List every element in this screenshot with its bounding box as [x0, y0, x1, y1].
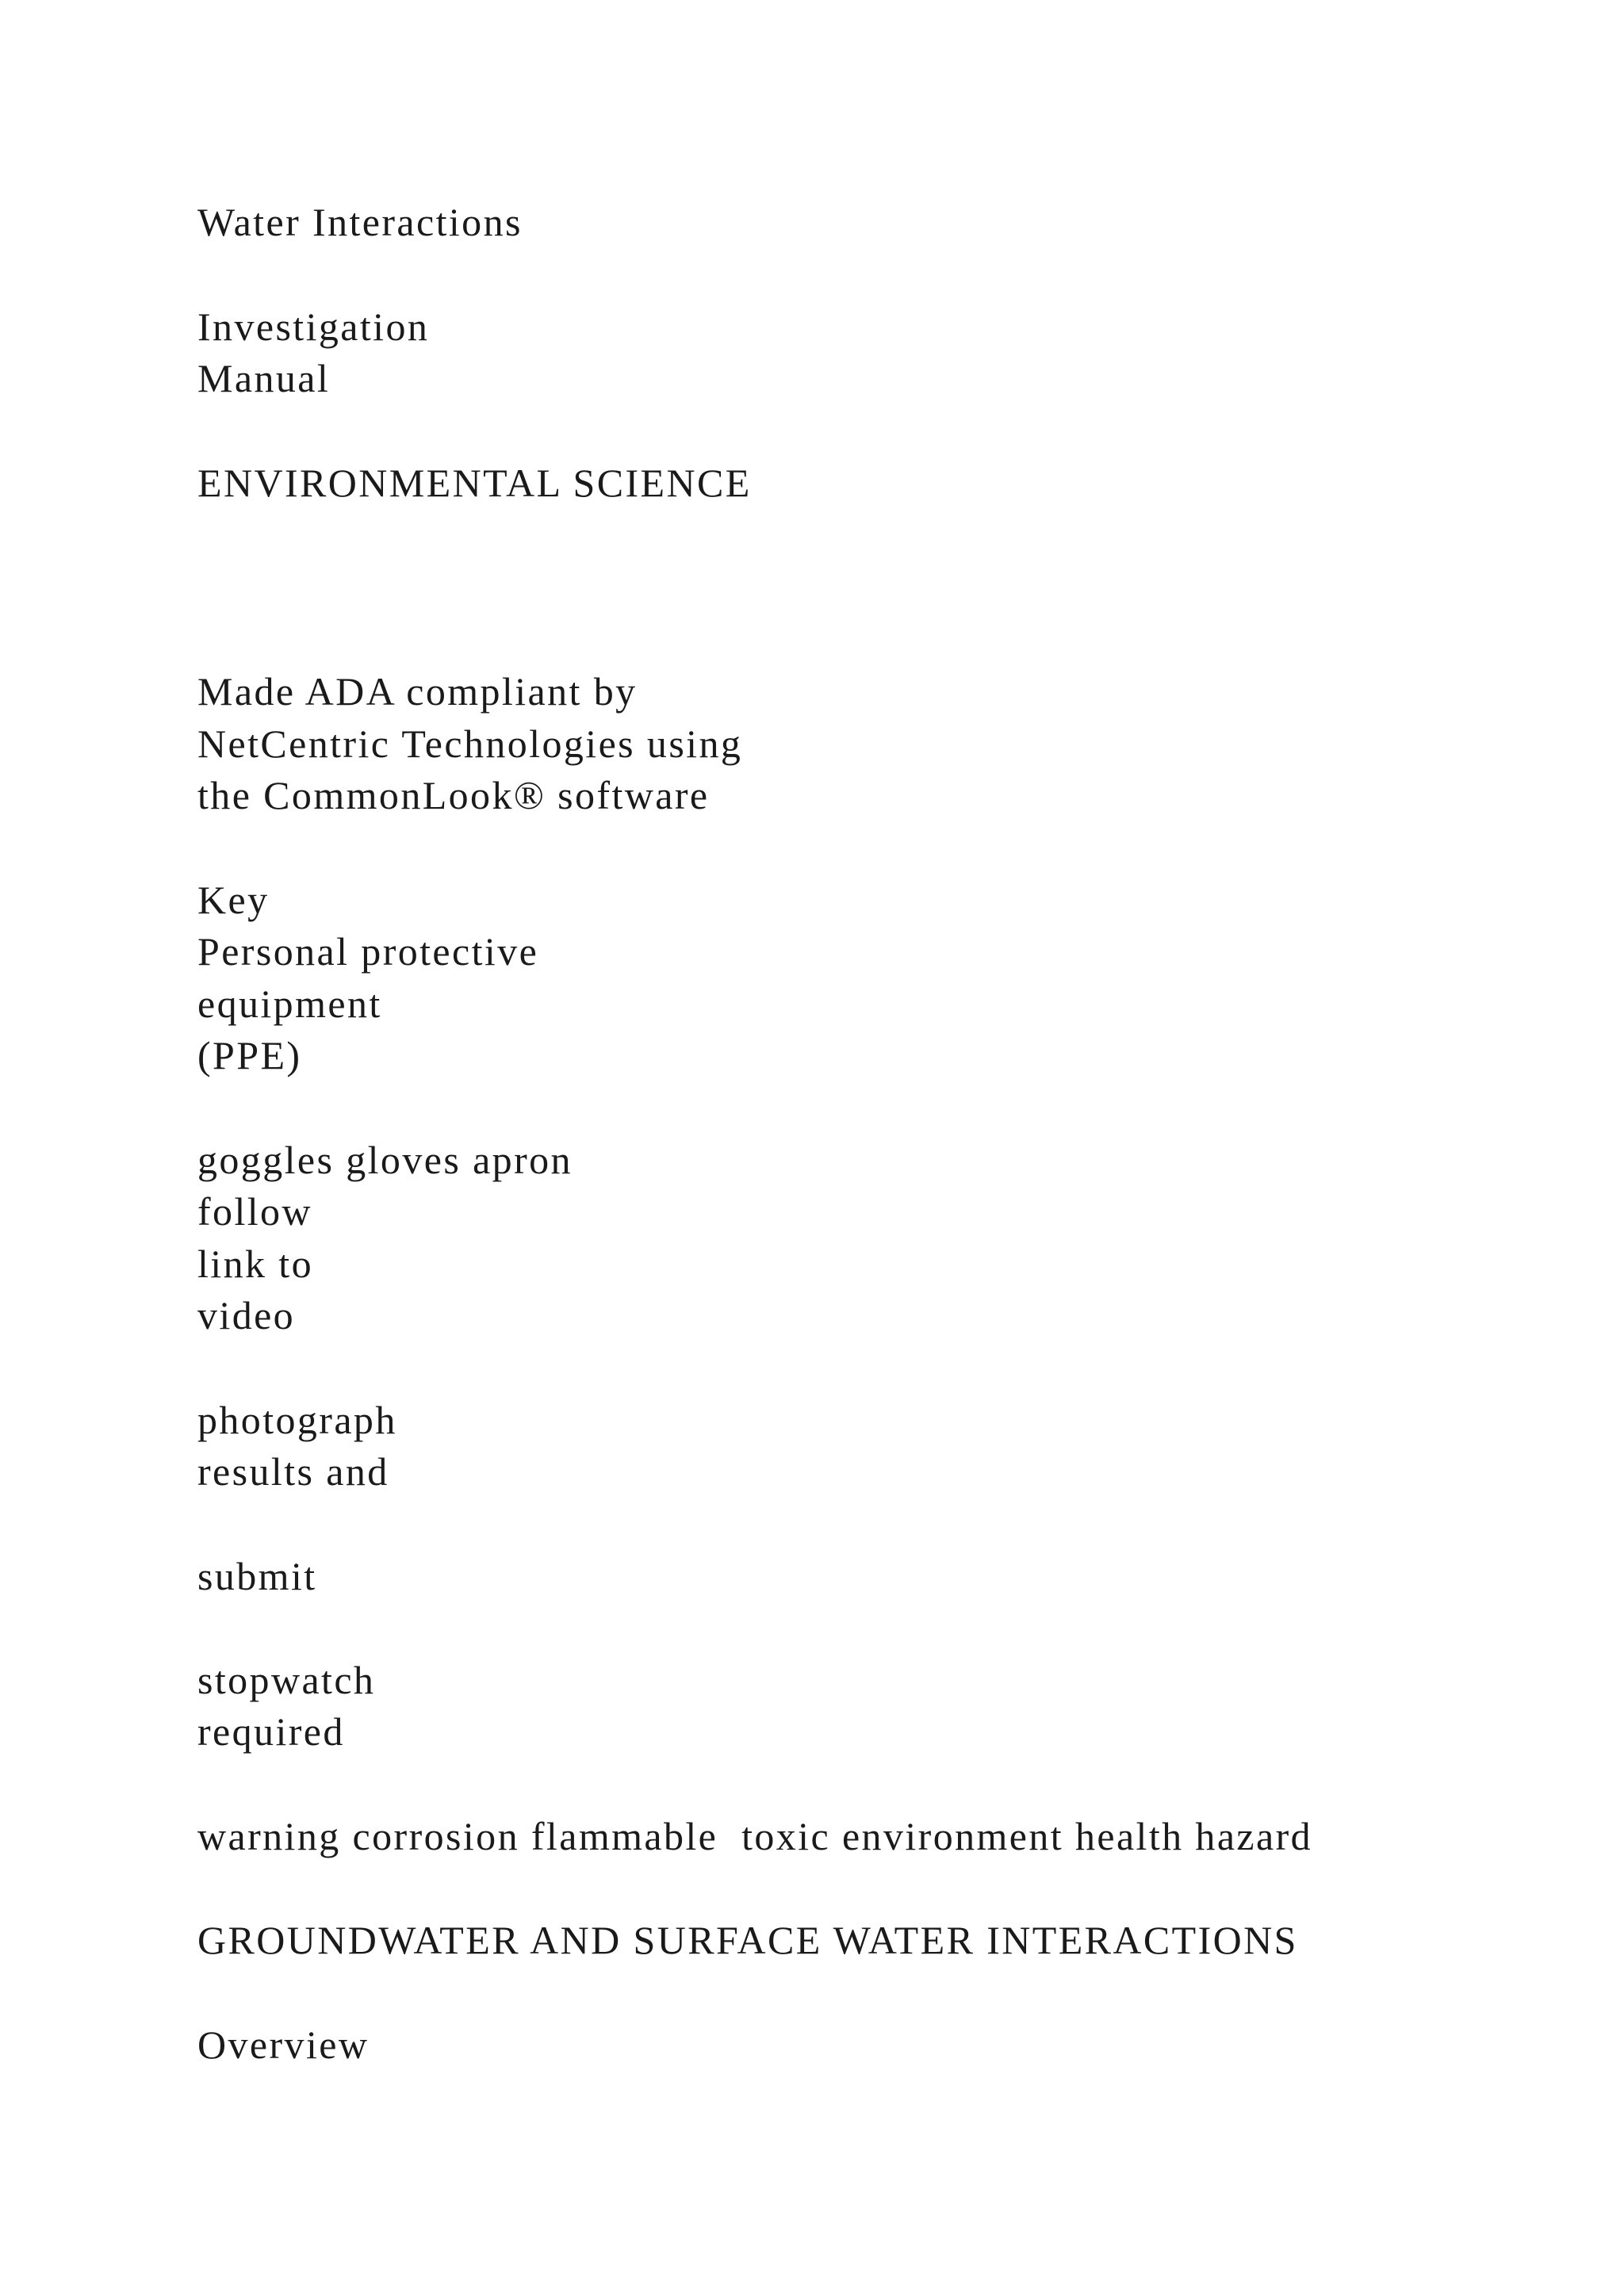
- key-photo-line-1: photograph: [197, 1398, 397, 1442]
- document-title: Water Interactions: [197, 200, 523, 244]
- ada-note-line-3: the CommonLook® software: [197, 773, 710, 817]
- key-ppe-line-2: equipment: [197, 982, 382, 1026]
- key-ppe-line-3: (PPE): [197, 1033, 302, 1077]
- key-video-line-3: video: [197, 1293, 296, 1337]
- key-heading: Key: [197, 878, 270, 922]
- document-subtitle-line-1: Investigation: [197, 304, 430, 349]
- key-video-line-2: link to: [197, 1242, 313, 1286]
- key-stopwatch-line-2: required: [197, 1709, 345, 1754]
- key-stopwatch-line-1: stopwatch: [197, 1658, 376, 1702]
- key-video-line-1: follow: [197, 1189, 312, 1234]
- key-photo-line-2: results and: [197, 1449, 389, 1494]
- subject-heading: ENVIRONMENTAL SCIENCE: [197, 461, 752, 505]
- section-heading: GROUNDWATER AND SURFACE WATER INTERACTIONS: [197, 1918, 1298, 1962]
- key-submit: submit: [197, 1554, 317, 1598]
- key-ppe-line-1: Personal protective: [197, 929, 539, 974]
- key-hazard-list: warning corrosion flammable toxic environment health hazard: [197, 1814, 1313, 1858]
- overview-heading: Overview: [197, 2022, 370, 2067]
- ada-note-line-1: Made ADA compliant by: [197, 669, 638, 714]
- key-ppe-items: goggles gloves apron: [197, 1138, 573, 1182]
- document-subtitle-line-2: Manual: [197, 356, 331, 400]
- ada-note-line-2: NetCentric Technologies using: [197, 721, 743, 766]
